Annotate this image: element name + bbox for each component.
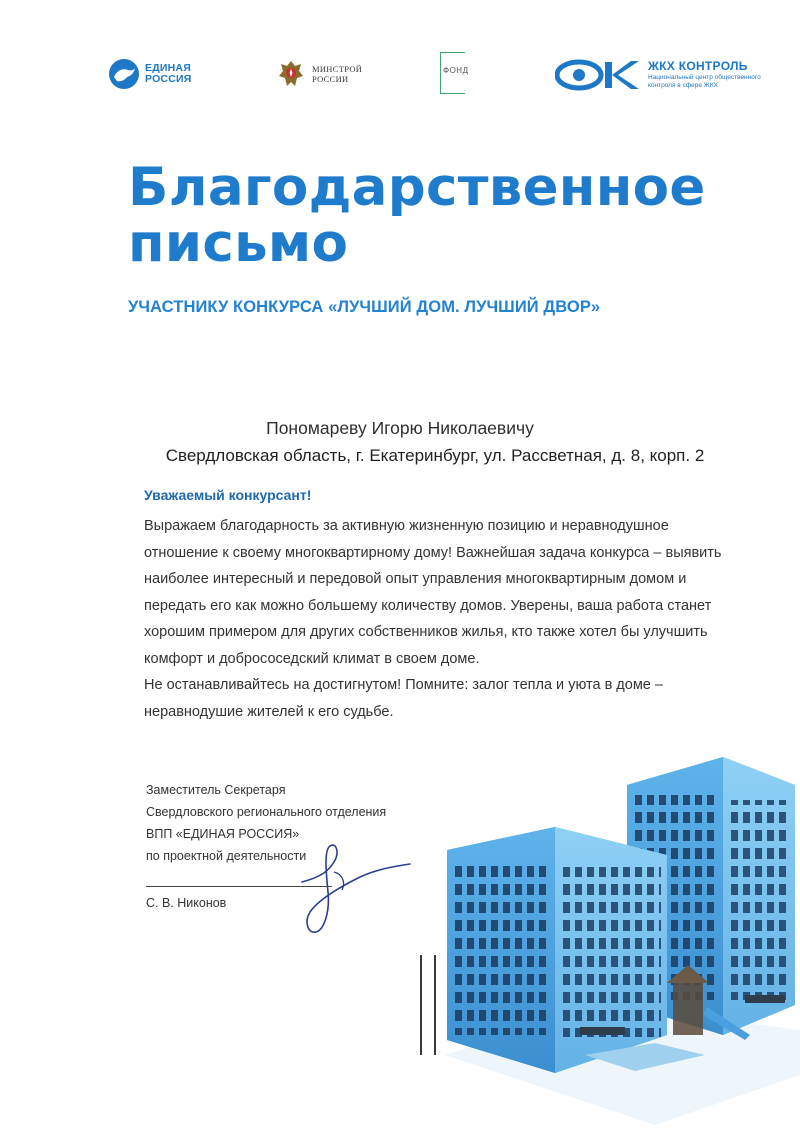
signatory-name: С. В. Никонов (146, 896, 227, 910)
greeting: Уважаемый конкурсант! (144, 487, 312, 503)
recipient-name: Пономареву Игорю Николаевичу (266, 418, 534, 438)
signatory-line2: Свердловского регионального отделения (146, 805, 387, 819)
edinaya-rossiya-logo (108, 58, 218, 90)
logo-fond-text: ФОНД (443, 66, 469, 75)
signatory-line3: ВПП «ЕДИНАЯ РОССИЯ» (146, 827, 300, 841)
signatory-line1: Заместитель Секретаря (146, 783, 286, 797)
subtitle: УЧАСТНИКУ КОНКУРСА «ЛУЧШИЙ ДОМ. ЛУЧШИЙ ДВОР» (128, 298, 601, 316)
title-line2: письмо (128, 213, 349, 274)
title-line1: Благодарственное (128, 157, 706, 218)
signatory-line4: по проектной деятельности (146, 849, 307, 863)
handwritten-signature (290, 832, 420, 942)
letter-paragraph-1: Выражаем благодарность за активную жизненную позицию и неравнодушное отношение к своему многоквартирному дому! Важнейшая задача конкурса – выявить наиболее интересный и передовой опыт управления многоквартирным домом и передать его как можно большему количеству домов. Уверены, ваша работа станет хорошим примером для других собственников жилья, кто также хотел бы улучшить комфорт и добрососедский климат в своем доме. (144, 518, 722, 667)
apartment-buildings-illustration (405, 755, 800, 1132)
logo-ms-line2: РОССИИ (312, 74, 349, 84)
logo-er-line1: ЕДИНАЯ (145, 62, 191, 74)
fond-logo (440, 52, 502, 94)
eye-k-logo-icon (555, 58, 641, 92)
letter-paragraph-2: Не останавливайтесь на достигнутом! Помните: залог тепла и уюта в доме – неравнодушие жителей к его судьбе. (144, 677, 663, 720)
letter-body (144, 513, 744, 725)
logo-ms-line1: МИНСТРОЙ (312, 64, 363, 74)
logo-gkh-line1: ЖКХ КОНТРОЛЬ (648, 59, 748, 73)
page-title (128, 157, 748, 274)
logo-gkh-line2: Национальный центр общественного контроля в сфере ЖКХ (648, 74, 761, 89)
emblem-icon (276, 58, 306, 90)
recipient-address: Свердловская область, г. Екатеринбург, ул. Рассветная, д. 8, корп. 2 (165, 446, 705, 465)
bear-icon (108, 58, 140, 90)
gkh-kontrol-logo (555, 58, 765, 92)
logo-er-line2: РОССИЯ (145, 73, 192, 85)
minstroy-logo (276, 58, 376, 90)
